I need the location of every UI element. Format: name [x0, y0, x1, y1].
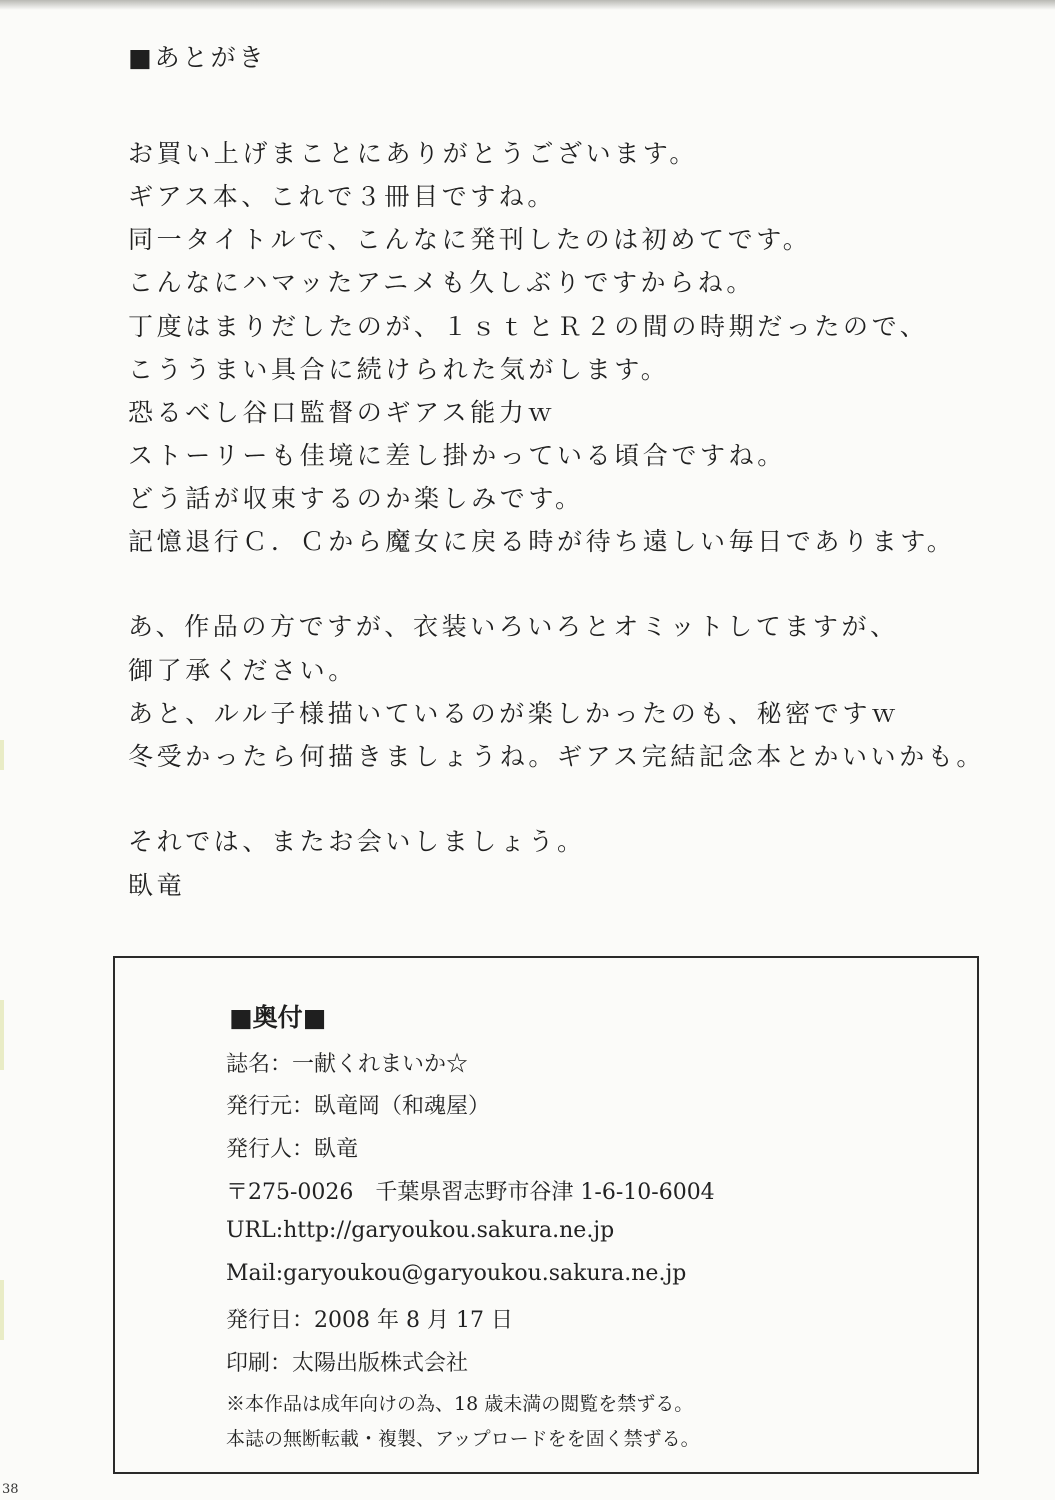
colophon-box [113, 956, 979, 1474]
afterword-line: あ、作品の方ですが、衣装いろいろとオミットしてますが、 [128, 612, 899, 641]
afterword-line: 御了承ください。 [128, 656, 357, 685]
afterword-line: 恐るべし谷口監督のギアス能力ｗ [128, 398, 557, 427]
colophon-age-notice: ※本作品は成年向けの為、18 歳未満の閲覧を禁ずる。 [226, 1393, 694, 1415]
afterword-line: お買い上げまことにありがとうございます。 [128, 139, 699, 168]
afterword-line: ギアス本、これで３冊目ですね。 [128, 182, 557, 211]
afterword-closing: それでは、またお会いしましょう。 [128, 827, 586, 856]
colophon-address: 〒275-0026 千葉県習志野市谷津 1-6-10-6004 [226, 1180, 715, 1205]
afterword-line: 同一タイトルで、こんなに発刊したのは初めてです。 [128, 225, 812, 254]
afterword-line: どう話が収束するのか楽しみです。 [128, 484, 584, 513]
page-number: 38 [2, 1482, 19, 1497]
afterword-line: こううまい具合に続けられた気がします。 [128, 355, 670, 384]
colophon-issuer: 発行人：臥竜 [226, 1137, 359, 1162]
colophon-copyright-notice: 本誌の無断転載・複製、アップロードをを固く禁ずる。 [226, 1428, 700, 1450]
colophon-mail: Mail:garyoukou@garyoukou.sakura.ne.jp [226, 1261, 687, 1286]
colophon-book-title: 誌名：一献くれまいか☆ [226, 1052, 469, 1077]
colophon-publisher: 発行元：臥竜岡（和魂屋） [226, 1094, 491, 1119]
colophon-url: URL:http://garyoukou.sakura.ne.jp [226, 1218, 615, 1243]
afterword-line: 冬受かったら何描きましょうね。ギアス完結記念本とかいいかも。 [128, 742, 986, 771]
afterword-line: あと、ルル子様描いているのが楽しかったのも、秘密ですｗ [128, 699, 900, 728]
paper-stain [0, 740, 4, 770]
afterword-line: 丁度はまりだしたのが、１ｓｔとＲ２の間の時期だったので、 [128, 312, 929, 341]
paper-stain [0, 1000, 4, 1070]
colophon-printer: 印刷：太陽出版株式会社 [226, 1351, 469, 1376]
paper-stain [0, 1280, 4, 1340]
page-top-shadow [0, 0, 1055, 10]
afterword-line: ストーリーも佳境に差し掛かっている頃合ですね。 [128, 441, 786, 470]
afterword-line: こんなにハマッたアニメも久しぶりですからね。 [128, 268, 755, 297]
afterword-line: 記憶退行Ｃ．Ｃから魔女に戻る時が待ち遠しい毎日であります。 [128, 527, 956, 556]
colophon-title: ■奥付■ [229, 1003, 327, 1032]
colophon-issue-date: 発行日：2008 年 8 月 17 日 [226, 1308, 513, 1333]
afterword-signature: 臥竜 [128, 871, 186, 900]
afterword-heading: ■あとがき [128, 43, 267, 72]
